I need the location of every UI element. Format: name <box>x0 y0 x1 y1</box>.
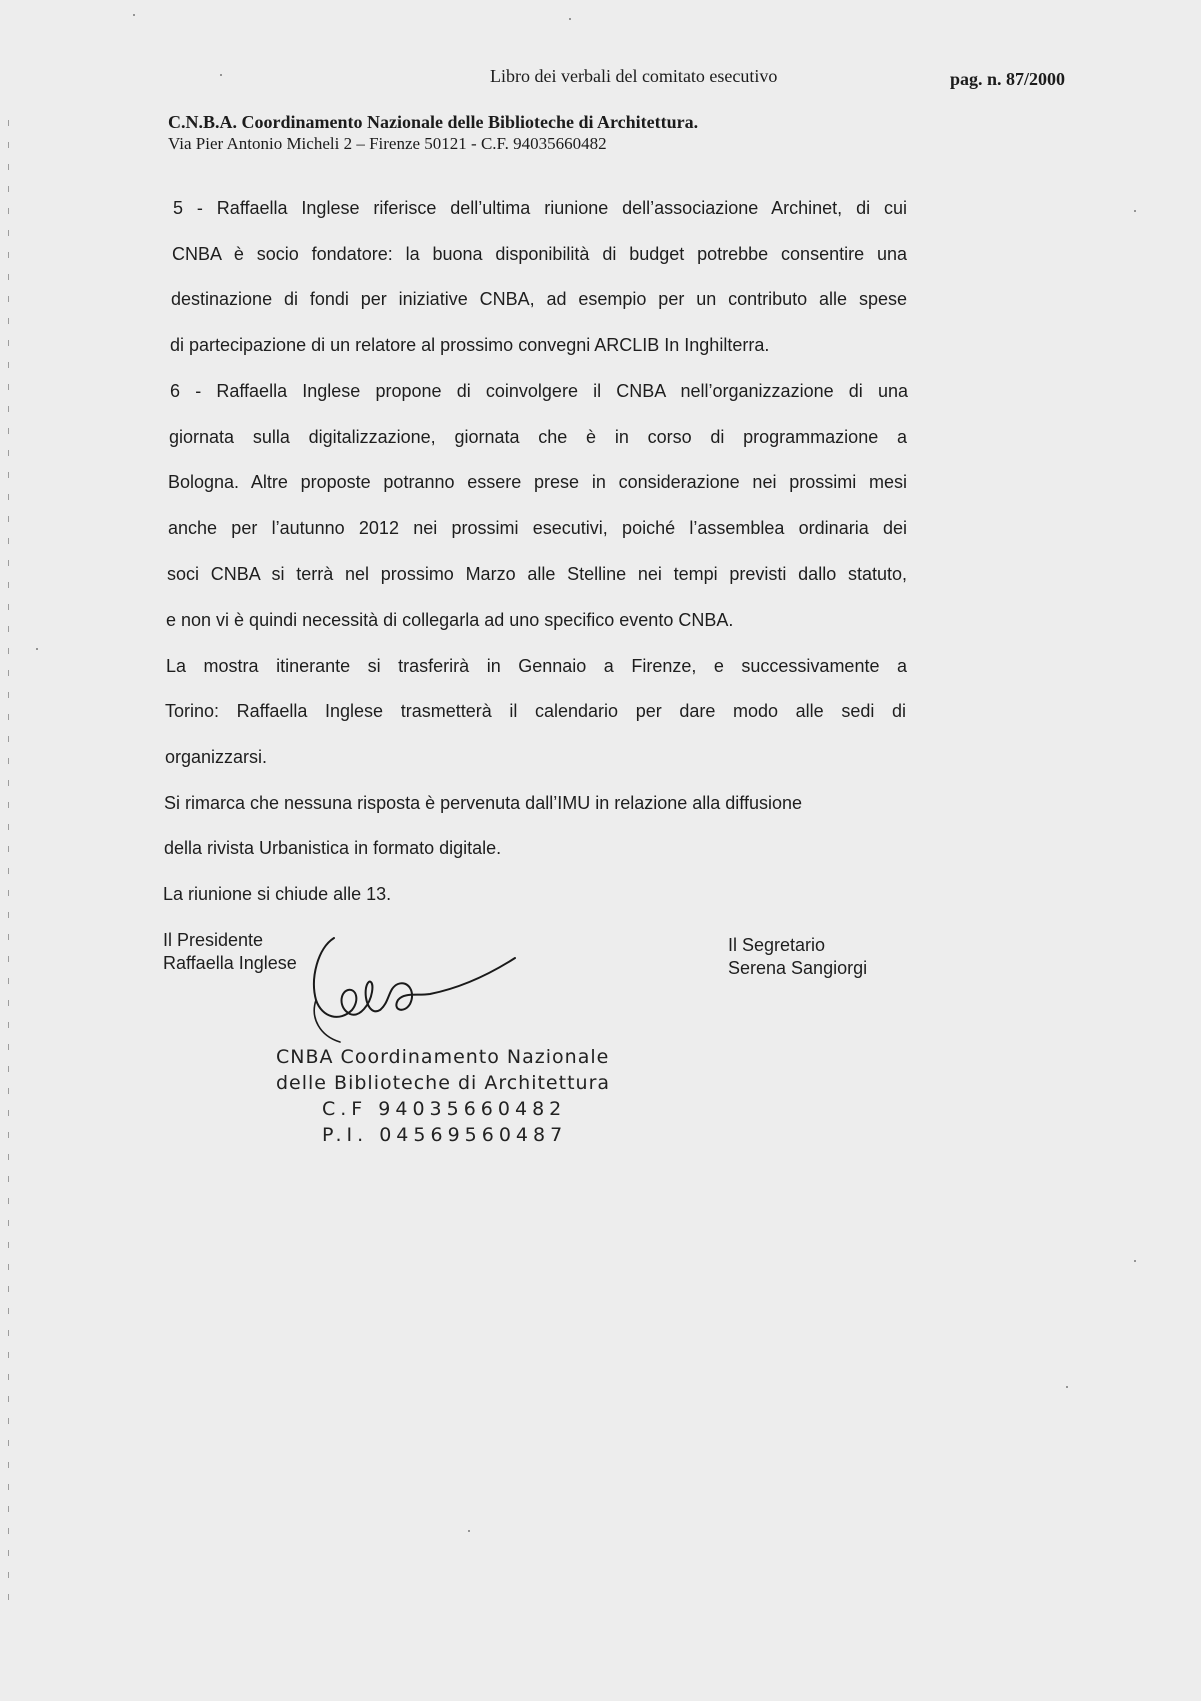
scan-speck <box>133 14 135 16</box>
body-line: Bologna. Altre proposte potranno essere prese in considerazione nei prossimi mesi <box>168 472 907 492</box>
book-title: Libro dei verbali del comitato esecutivo <box>490 66 778 86</box>
president-signatory <box>163 929 297 975</box>
secretary-name: Serena Sangiorgi <box>728 958 868 978</box>
body-line: giornata sulla digitalizzazione, giornata che è in corso di programmazione a <box>169 427 907 447</box>
body-line: 5 - Raffaella Inglese riferisce dell’ultima riunione dell’associazione Archinet, di cui <box>173 198 907 218</box>
stamp-line: delle Biblioteche di Architettura <box>276 1072 611 1094</box>
body-line: 6 - Raffaella Inglese propone di coinvolgere il CNBA nell’organizzazione di una <box>170 381 908 401</box>
scan-speck <box>468 1530 470 1532</box>
organization-name: C.N.B.A. Coordinamento Nazionale delle Biblioteche di Architettura. <box>168 112 699 132</box>
scan-edge-mark <box>8 120 9 1600</box>
body-line: di partecipazione di un relatore al prossimo convegni ARCLIB In Inghilterra. <box>170 335 770 355</box>
body-line: organizzarsi. <box>165 747 268 767</box>
stamp-line: CNBA Coordinamento Nazionale <box>276 1046 610 1068</box>
body-line: La riunione si chiude alle 13. <box>163 884 392 904</box>
secretary-role: Il Segretario <box>728 935 826 955</box>
body-line: della rivista Urbanistica in formato digitale. <box>164 838 502 858</box>
secretary-signatory <box>728 934 867 980</box>
body-line: destinazione di fondi per iniziative CNBA, ad esempio per un contributo alle spese <box>171 289 907 309</box>
stamp-line: C.F 94035660482 <box>322 1098 567 1120</box>
scan-speck <box>569 18 571 20</box>
organization-stamp <box>276 1044 610 1148</box>
scan-speck <box>1066 1386 1068 1388</box>
page-number: pag. n. 87/2000 <box>950 69 1066 89</box>
body-line: Si rimarca che nessuna risposta è pervenuta dall’IMU in relazione alla diffusione <box>164 793 803 813</box>
body-line: Torino: Raffaella Inglese trasmetterà il calendario per dare modo alle sedi di <box>165 701 906 721</box>
stamp-line: P.I. 04569560487 <box>322 1124 568 1146</box>
scan-speck <box>36 648 38 650</box>
body-line: CNBA è socio fondatore: la buona disponibilità di budget potrebbe consentire una <box>172 244 907 264</box>
scan-speck <box>1134 210 1136 212</box>
scan-speck <box>220 74 222 76</box>
body-line: e non vi è quindi necessità di collegarla ad uno specifico evento CNBA. <box>166 610 734 630</box>
organization-address: Via Pier Antonio Micheli 2 – Firenze 50121 - C.F. 94035660482 <box>168 134 607 153</box>
body-line: La mostra itinerante si trasferirà in Gennaio a Firenze, e successivamente a <box>166 656 907 676</box>
scan-speck <box>1134 1260 1136 1262</box>
body-line: soci CNBA si terrà nel prossimo Marzo alle Stelline nei tempi previsti dallo statuto, <box>167 564 907 584</box>
handwritten-signature <box>300 918 560 1058</box>
president-name: Raffaella Inglese <box>163 953 297 973</box>
body-line: anche per l’autunno 2012 nei prossimi esecutivi, poiché l’assemblea ordinaria dei <box>168 518 907 538</box>
president-role: Il Presidente <box>163 930 264 950</box>
